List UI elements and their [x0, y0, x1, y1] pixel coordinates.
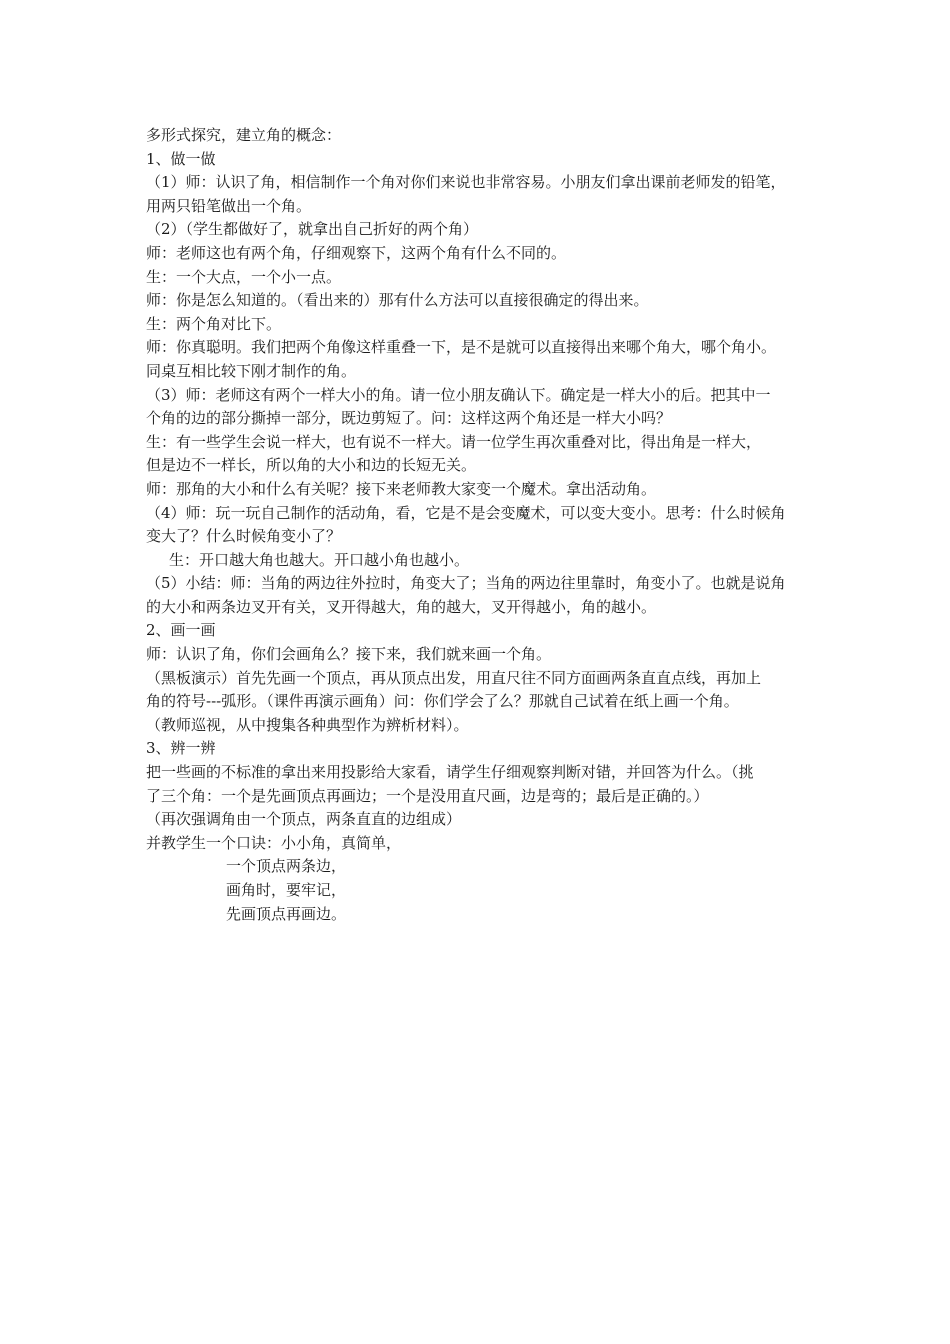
subsection-heading-1: 1、做一做 [146, 149, 216, 168]
paragraph-line: 变大了？什么时候角变小了？ [146, 527, 342, 546]
paragraph-line: （教师巡视，从中搜集各种典型作为辨析材料）。 [146, 715, 469, 734]
rhyme-line: 一个顶点两条边， [226, 857, 347, 876]
paragraph-line: 用两只铅笔做出一个角。 [146, 196, 312, 215]
paragraph-line: 生：一个大点，一个小一点。 [146, 267, 342, 286]
paragraph-line: （3）师：老师这有两个一样大小的角。请一位小朋友确认下。确定是一样大小的后。把其中一 [146, 385, 771, 404]
paragraph-line: 师：那角的大小和什么有关呢？接下来老师教大家变一个魔术。拿出活动角。 [146, 479, 657, 498]
paragraph-line: 师：你是怎么知道的。（看出来的）那有什么方法可以直接很确定的得出来。 [146, 291, 649, 310]
document-body [146, 124, 818, 926]
paragraph-line: 角的符号---弧形。（课件再演示画角）问：你们学会了么？那就自己试着在纸上画一个角。 [146, 692, 739, 711]
paragraph-line: （4）师：玩一玩自己制作的活动角，看，它是不是会变魔术，可以变大变小。思考：什么时候角 [146, 503, 786, 522]
paragraph-line: （1）师：认识了角，相信制作一个角对你们来说也非常容易。小朋友们拿出课前老师发的铅笔， [146, 173, 786, 192]
paragraph-line: 但是边不一样长，所以角的大小和边的长短无关。 [146, 456, 477, 475]
paragraph-line: 个角的边的部分撕掉一部分，既边剪短了。问：这样这两个角还是一样大小吗？ [146, 409, 672, 428]
paragraph-line: 师：认识了角，你们会画角么？接下来，我们就来画一个角。 [146, 645, 552, 664]
rhyme-line: 画角时，要牢记， [226, 881, 347, 899]
paragraph-line: 师：你真聪明。我们把两个角像这样重叠一下，是不是就可以直接得出来哪个角大，哪个角小。 [146, 338, 777, 357]
paragraph-line: 把一些画的不标准的拿出来用投影给大家看，请学生仔细观察判断对错，并回答为什么。（挑 [146, 763, 754, 782]
paragraph-line: （再次强调角由一个顶点，两条直直的边组成） [146, 810, 462, 829]
paragraph-line: 的大小和两条边叉开有关，叉开得越大，角的越大，叉开得越小，角的越小。 [146, 597, 657, 616]
rhyme-intro: 并教学生一个口诀：小小角，真简单， [146, 833, 402, 852]
paragraph-line: 同桌互相比较下刚才制作的角。 [146, 361, 357, 380]
paragraph-line: 生：两个角对比下。 [146, 314, 282, 333]
paragraph-line: 了三个角：一个是先画顶点再画边；一个是没用直尺画，边是弯的；最后是正确的。） [146, 786, 709, 805]
paragraph-line: （5）小结：师：当角的两边往外拉时，角变大了；当角的两边往里靠时，角变小了。也就是说角 [146, 574, 786, 593]
rhyme-line: 先画顶点再画边。 [226, 904, 347, 923]
subsection-heading-2: 2、画一画 [146, 621, 216, 640]
paragraph-line: 生：开口越大角也越大。开口越小角也越小。 [169, 550, 470, 569]
paragraph-line: （黑板演示）首先先画一个顶点，再从顶点出发，用直尺往不同方面画两条直直点线，再加上 [146, 668, 762, 687]
paragraph-line: 师：老师这也有两个角，仔细观察下，这两个角有什么不同的。 [146, 243, 567, 262]
subsection-heading-3: 3、辨一辨 [146, 739, 216, 758]
paragraph-line: （2）（学生都做好了，就拿出自己折好的两个角） [146, 220, 479, 239]
section-heading: 多形式探究，建立角的概念： [146, 126, 342, 144]
paragraph-line: 生：有一些学生会说一样大，也有说不一样大。请一位学生再次重叠对比，得出角是一样大， [146, 432, 762, 451]
